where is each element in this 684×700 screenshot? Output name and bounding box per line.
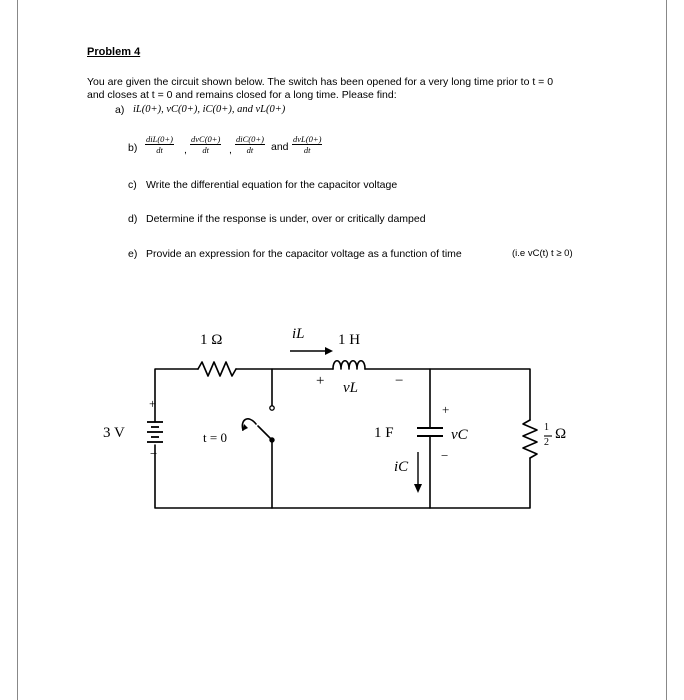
fraction-diC-num: diC(0+) bbox=[236, 134, 264, 144]
resistor-2 bbox=[523, 420, 537, 458]
part-e-note: (i.e vC(t) t ≥ 0) bbox=[512, 248, 573, 259]
and-word: and bbox=[271, 141, 289, 153]
part-d-text: Determine if the response is under, over or critically damped bbox=[146, 213, 426, 225]
comma-2: , bbox=[229, 144, 232, 156]
iC-label: iC bbox=[394, 459, 409, 475]
vC-minus: − bbox=[441, 448, 449, 463]
fraction-dvL-num: dvL(0+) bbox=[293, 134, 322, 144]
iL-label: iL bbox=[292, 326, 305, 342]
switch-blade bbox=[258, 426, 272, 440]
source-label: 3 V bbox=[103, 425, 125, 441]
switch-terminal-top bbox=[270, 406, 274, 410]
source-minus: − bbox=[150, 446, 158, 461]
part-a-label: a) bbox=[115, 104, 125, 116]
comma-1: , bbox=[184, 144, 187, 156]
fraction-dvC-num: dvC(0+) bbox=[191, 134, 221, 144]
inductor-label: 1 H bbox=[338, 332, 361, 348]
capacitor-label: 1 F bbox=[374, 425, 394, 441]
vC-label: vC bbox=[451, 427, 468, 443]
switch-terminal-bottom bbox=[270, 438, 274, 442]
part-c-text: Write the differential equation for the capacitor voltage bbox=[146, 179, 398, 191]
vL-plus: + bbox=[316, 373, 325, 389]
part-b-label: b) bbox=[128, 142, 138, 154]
r2-den: 2 bbox=[544, 437, 549, 448]
intro-line-2: and closes at t = 0 and remains closed for a long time. Please find: bbox=[87, 89, 397, 101]
part-d-label: d) bbox=[128, 213, 138, 225]
r2-unit: Ω bbox=[555, 426, 567, 442]
vL-label: vL bbox=[343, 380, 358, 396]
problem-title: Problem 4 bbox=[87, 46, 141, 58]
part-e-text: Provide an expression for the capacitor voltage as a function of time bbox=[146, 248, 462, 260]
source-plus: + bbox=[149, 396, 157, 411]
iC-arrowhead bbox=[414, 484, 422, 493]
part-a-text: iL(0+), vC(0+), iC(0+), and vL(0+) bbox=[133, 104, 286, 115]
switch-label: t = 0 bbox=[203, 430, 227, 445]
fraction-diL-den: dt bbox=[156, 145, 163, 155]
r2-num: 1 bbox=[544, 422, 549, 433]
fraction-dvC-den: dt bbox=[202, 145, 209, 155]
fraction-diL-num: diL(0+) bbox=[146, 134, 173, 144]
fraction-dvL-den: dt bbox=[303, 145, 311, 155]
part-c-label: c) bbox=[128, 179, 137, 191]
vC-plus: + bbox=[442, 402, 450, 417]
wire-bottom bbox=[155, 445, 530, 508]
inductor bbox=[333, 361, 365, 369]
resistor-1 bbox=[198, 362, 236, 376]
fraction-diC-den: dt bbox=[246, 145, 254, 155]
intro-line-1: You are given the circuit shown below. The switch has been opened for a very long time prior to t = 0 bbox=[87, 76, 554, 88]
r1-label: 1 Ω bbox=[200, 332, 223, 348]
vL-minus: − bbox=[395, 373, 404, 389]
wire-top-left bbox=[155, 369, 198, 422]
part-e-label: e) bbox=[128, 248, 138, 260]
iL-arrowhead bbox=[325, 347, 333, 355]
